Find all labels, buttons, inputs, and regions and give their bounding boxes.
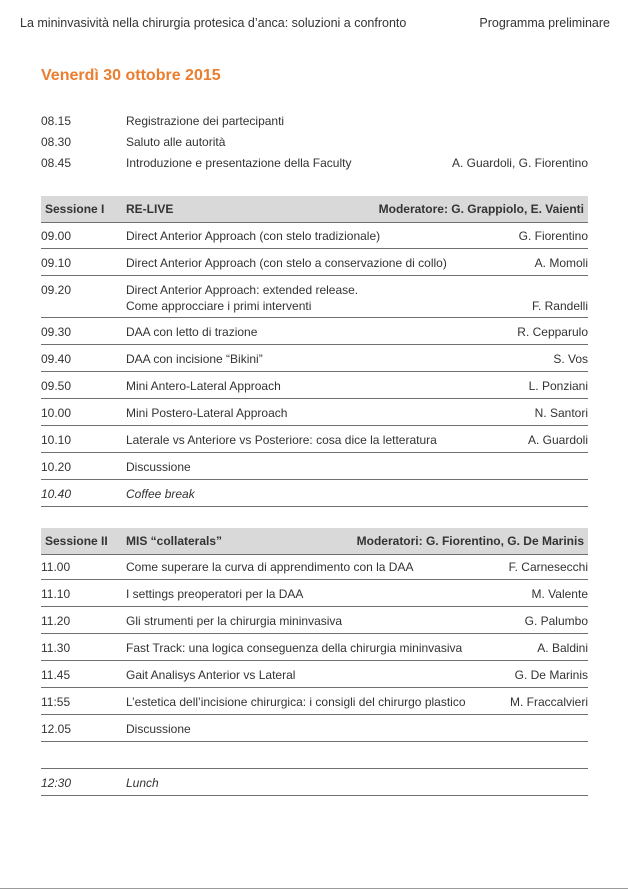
row-speaker: S. Vos <box>553 352 588 366</box>
row-time: 09.50 <box>41 379 72 393</box>
session-2-header <box>41 528 588 554</box>
row-title: Discussione <box>126 460 191 474</box>
schedule-row <box>41 352 588 372</box>
schedule-row <box>41 379 588 399</box>
document-status: Programma preliminare <box>479 16 610 30</box>
session-moderators: Moderatori: G. Fiorentino, G. De Marinis <box>356 534 584 548</box>
row-time: 10.40 <box>41 487 72 501</box>
schedule-row <box>41 114 588 130</box>
row-title: Saluto alle autorità <box>126 135 226 149</box>
row-title: Registrazione dei partecipanti <box>126 114 285 128</box>
schedule-row <box>41 135 588 151</box>
row-speaker: N. Santori <box>534 406 588 420</box>
schedule-row <box>41 433 588 453</box>
row-speaker: L. Ponziani <box>528 379 588 393</box>
row-time: 09.00 <box>41 229 72 243</box>
row-speaker: F. Randelli <box>531 299 588 313</box>
row-time: 11.20 <box>41 614 71 628</box>
schedule-row <box>41 695 588 715</box>
row-title: Coffee break <box>126 487 195 501</box>
schedule-row <box>41 614 588 634</box>
row-title: Gait Analisys Anterior vs Lateral <box>126 668 296 682</box>
row-title: Fast Track: una logica conseguenza della chirurgia mininvasiva <box>126 641 463 655</box>
divider <box>41 222 588 223</box>
row-title-line2: Come approcciare i primi interventi <box>126 299 312 313</box>
row-title: Discussione <box>126 722 191 736</box>
schedule-row <box>41 283 588 318</box>
row-time: 09.40 <box>41 352 72 366</box>
row-speaker: M. Fraccalvieri <box>509 695 588 709</box>
session-name: MIS “collaterals” <box>126 534 223 548</box>
row-time: 09.10 <box>41 256 72 270</box>
document-title: La mininvasività nella chirurgia protesica d’anca: soluzioni a confronto <box>20 16 407 30</box>
row-speaker: A. Momoli <box>534 256 588 270</box>
schedule-row <box>41 325 588 345</box>
row-speaker: M. Valente <box>531 587 588 601</box>
row-title: Come superare la curva di apprendimento con la DAA <box>126 560 414 574</box>
page-bottom-line <box>0 888 628 889</box>
row-time: 11:55 <box>41 695 71 709</box>
schedule-row <box>41 587 588 607</box>
row-time: 08.15 <box>41 114 72 128</box>
row-time: 11.30 <box>41 641 71 655</box>
row-time: 12:30 <box>41 776 72 790</box>
schedule-row <box>41 229 588 249</box>
session-label: Sessione II <box>45 534 108 548</box>
row-time: 11.45 <box>41 668 71 682</box>
row-title: Mini Antero-Lateral Approach <box>126 379 281 393</box>
row-title: I settings preoperatori per la DAA <box>126 587 304 601</box>
row-speaker: G. De Marinis <box>514 668 588 682</box>
row-title: Laterale vs Anteriore vs Posteriore: cosa dice la letteratura <box>126 433 437 447</box>
session-name: RE-LIVE <box>126 202 174 216</box>
row-title: Direct Anterior Approach: extended release. <box>126 283 359 297</box>
schedule-row <box>41 722 588 742</box>
row-title: DAA con incisione “Bikini” <box>126 352 263 366</box>
row-time: 09.20 <box>41 283 72 297</box>
schedule-row <box>41 156 588 172</box>
schedule-row <box>41 460 588 480</box>
row-speaker: F. Carnesecchi <box>508 560 588 574</box>
session-moderators: Moderatore: G. Grappiolo, E. Vaienti <box>378 202 584 216</box>
row-time: 11.10 <box>41 587 71 601</box>
schedule-row-break <box>41 487 588 507</box>
row-speaker: G. Fiorentino <box>518 229 588 243</box>
session-1-header <box>41 196 588 222</box>
row-title: Lunch <box>126 776 159 790</box>
row-time: 08.45 <box>41 156 72 170</box>
row-title: DAA con letto di trazione <box>126 325 258 339</box>
row-title: Gli strumenti per la chirurgia mininvasiva <box>126 614 343 628</box>
schedule-row <box>41 256 588 276</box>
schedule-row <box>41 668 588 688</box>
row-speaker: A. Baldini <box>537 641 588 655</box>
row-time: 10.00 <box>41 406 72 420</box>
row-time: 12.05 <box>41 722 72 736</box>
session-label: Sessione I <box>45 202 105 216</box>
row-time: 10.10 <box>41 433 72 447</box>
schedule-row <box>41 406 588 426</box>
divider <box>41 768 588 769</box>
row-time: 09.30 <box>41 325 72 339</box>
day-heading: Venerdì 30 ottobre 2015 <box>41 67 221 84</box>
row-time: 11.00 <box>41 560 71 574</box>
row-title: Direct Anterior Approach (con stelo a conservazione di collo) <box>126 256 447 270</box>
row-title: Direct Anterior Approach (con stelo tradizionale) <box>126 229 381 243</box>
row-title: L’estetica dell’incisione chirurgica: i consigli del chirurgo plastico <box>126 695 466 709</box>
schedule-row <box>41 641 588 661</box>
row-speaker: R. Cepparulo <box>517 325 588 339</box>
row-title: Mini Postero-Lateral Approach <box>126 406 288 420</box>
divider <box>41 554 588 555</box>
row-title: Introduzione e presentazione della Faculty <box>126 156 352 170</box>
row-speaker: A. Guardoli <box>527 433 588 447</box>
row-time: 08.30 <box>41 135 72 149</box>
row-time: 10.20 <box>41 460 72 474</box>
schedule-row-lunch <box>41 776 588 796</box>
row-speaker: A. Guardoli, G. Fiorentino <box>451 156 588 170</box>
row-speaker: G. Palumbo <box>524 614 588 628</box>
schedule-row <box>41 560 588 580</box>
